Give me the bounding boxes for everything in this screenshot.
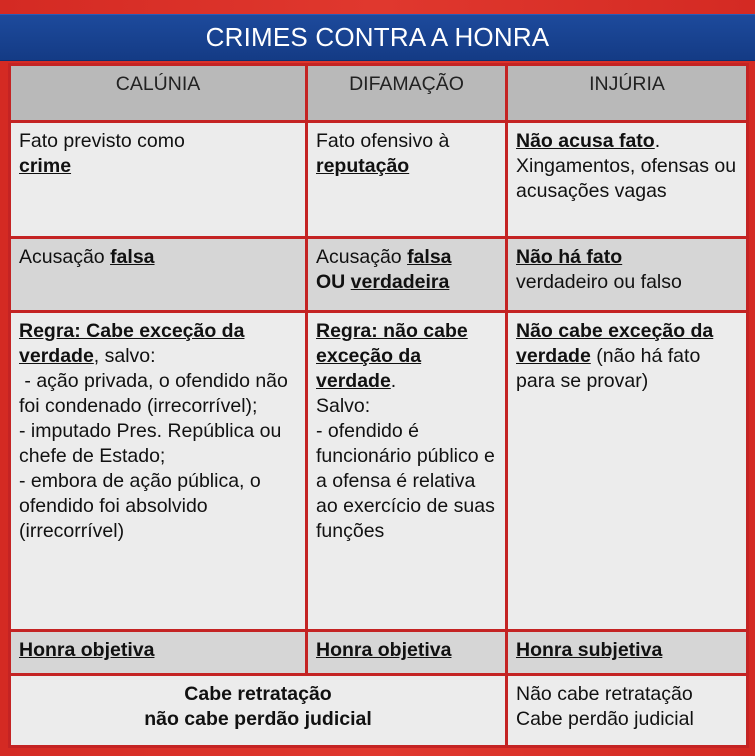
text-strong: OU [316, 271, 346, 294]
text: Não cabe retratação [516, 682, 693, 705]
table-row-retratacao [10, 674, 748, 746]
cell-merged-retratacao [10, 674, 507, 746]
cell-difamacao-honra [307, 630, 507, 674]
text: Acusação [316, 246, 402, 269]
text-strong: Regra: Cabe exceção da verdade [19, 320, 245, 368]
text-strong: Não cabe exceção da verdade [516, 320, 714, 368]
list-item: - embora de ação pública, o ofendido foi absolvido (irrecorrível) [19, 470, 261, 543]
cell-injuria-fato [507, 122, 748, 238]
list-item: - ofendido é funcionário público e a ofensa é relativa ao exercício de suas funções [316, 420, 495, 543]
text-strong: Honra objetiva [19, 638, 155, 661]
text-strong: Cabe retratação [184, 682, 332, 705]
text: Salvo: [316, 395, 371, 418]
table-row-fato [10, 122, 748, 238]
text: Acusação [19, 246, 105, 269]
cell-difamacao-acusacao [307, 238, 507, 312]
table-row-honra [10, 630, 748, 674]
list-item: - ação privada, o ofendido não foi condenado (irrecorrível); [19, 370, 294, 418]
text-strong: Regra: não cabe exceção da verdade [316, 320, 468, 393]
text-strong: verdadeira [350, 271, 450, 294]
cell-injuria-acusacao [507, 238, 748, 312]
text-strong: não cabe perdão judicial [144, 707, 372, 730]
cell-injuria-retratacao [507, 674, 748, 746]
cell-calunia-honra [10, 630, 307, 674]
cell-injuria-honra [507, 630, 748, 674]
cell-calunia-fato [10, 122, 307, 238]
page-title: CRIMES CONTRA A HONRA [0, 14, 755, 61]
table-row-acusacao [10, 238, 748, 312]
text: Fato ofensivo à [316, 130, 450, 153]
text-strong: Não acusa fato [516, 130, 655, 153]
crimes-table [8, 63, 749, 748]
text-strong: crime [19, 155, 72, 178]
cell-difamacao-excecao [307, 312, 507, 630]
text: Cabe perdão judicial [516, 707, 694, 730]
text-strong: falsa [407, 246, 452, 269]
text-strong: falsa [110, 246, 155, 269]
cell-calunia-excecao [10, 312, 307, 630]
text: (não há fato para se provar) [516, 345, 701, 393]
header-calunia: CALÚNIA [10, 65, 307, 122]
text: verdadeiro ou falso [516, 271, 682, 294]
table-row-excecao [10, 312, 748, 630]
text-strong: reputação [316, 155, 410, 178]
text: Fato previsto como [19, 130, 185, 153]
header-row [10, 65, 748, 122]
text: . Xingamentos, ofensas ou acusações vagas [516, 130, 737, 203]
text-strong: Não há fato [516, 246, 623, 269]
text-strong: Honra objetiva [316, 638, 452, 661]
cell-calunia-acusacao [10, 238, 307, 312]
list-item: - imputado Pres. República ou chefe de Estado; [19, 420, 282, 468]
header-difamacao: DIFAMAÇÃO [307, 65, 507, 122]
text-strong: Honra subjetiva [516, 638, 663, 661]
cell-difamacao-fato [307, 122, 507, 238]
text: . [390, 370, 397, 393]
text: , salvo: [93, 345, 156, 368]
cell-injuria-excecao [507, 312, 748, 630]
header-injuria: INJÚRIA [507, 65, 748, 122]
